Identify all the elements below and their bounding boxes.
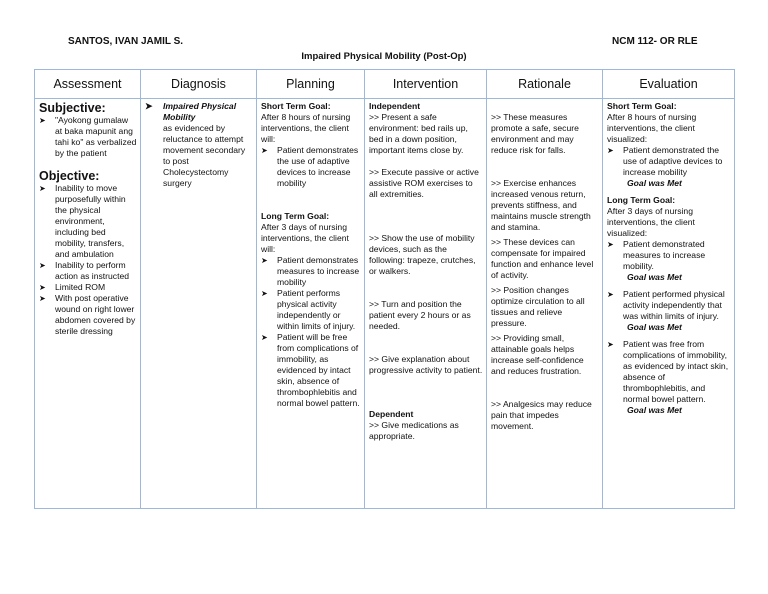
goal-text: Patient performs physical activity independently or within limits of injury. xyxy=(277,288,356,331)
evaluation-text: Patient was free from complications of immobility, as evidenced by intact skin, absence of thrombophlebitis, and normal bowel pattern. xyxy=(623,339,729,404)
list-item xyxy=(607,289,731,322)
column-header-diagnosis: Diagnosis xyxy=(141,70,257,99)
list-item xyxy=(261,288,361,332)
arrow-bullet-icon: ➤ xyxy=(39,261,46,270)
intervention-item: >> Present a safe environment: bed rails up, bed in a down position, important items close by. xyxy=(369,112,468,155)
subjective-list xyxy=(39,115,137,159)
long-term-goal-label: Long Term Goal: xyxy=(607,195,676,205)
goal-met-label: Goal was Met xyxy=(627,322,682,332)
rationale-item: >> Exercise enhances increased venous return, prevents stiffness, and maintains muscle strength and stamina. xyxy=(491,178,591,232)
arrow-bullet-icon: ➤ xyxy=(607,290,614,299)
document-title: Impaired Physical Mobility (Post-Op) xyxy=(301,51,467,62)
evaluation-text: Patient demonstrated the use of adaptive devices to increase mobility xyxy=(623,145,723,177)
independent-label: Independent xyxy=(369,101,421,111)
intervention-item: >> Give medications as appropriate. xyxy=(369,420,459,441)
rationale-item: >> Position changes optimize circulation to all tissues and relieve pressure. xyxy=(491,285,585,328)
short-term-goal-label: Short Term Goal: xyxy=(607,101,677,111)
long-term-list xyxy=(261,255,361,409)
rationale-item: >> Providing small, attainable goals helps increase self-confidence and reduces frustration. xyxy=(491,333,584,376)
long-term-intro: After 3 days of nursing interventions, the client will: xyxy=(261,222,349,254)
arrow-bullet-icon: ➤ xyxy=(261,289,268,298)
arrow-bullet-icon: ➤ xyxy=(145,101,153,111)
arrow-bullet-icon: ➤ xyxy=(607,340,614,349)
intervention-cell xyxy=(365,99,487,509)
objective-label: Objective: xyxy=(39,169,100,183)
column-header-rationale: Rationale xyxy=(487,70,603,99)
list-item xyxy=(607,239,731,272)
intervention-item: >> Show the use of mobility devices, such as the following: trapeze, crutches, or walkers. xyxy=(369,233,476,276)
list-item xyxy=(39,293,137,337)
column-header-assessment: Assessment xyxy=(35,70,141,99)
list-item xyxy=(39,183,137,260)
table-row xyxy=(35,99,735,509)
short-term-list xyxy=(261,145,361,189)
evaluation-long-list xyxy=(607,289,731,322)
rationale-item: >> These devices can compensate for impaired function and enhance level of activity. xyxy=(491,237,594,280)
evaluation-text: Patient performed physical activity independently that was within limits of injury. xyxy=(623,289,725,321)
list-item xyxy=(39,260,137,282)
goal-met-label: Goal was Met xyxy=(627,178,682,188)
goal-text: Patient demonstrates the use of adaptive devices to increase mobility xyxy=(277,145,359,188)
arrow-bullet-icon: ➤ xyxy=(261,146,268,155)
short-term-intro: After 8 hours of nursing interventions, the client visualized: xyxy=(607,112,697,144)
long-term-goal-label: Long Term Goal: xyxy=(261,211,330,221)
intervention-item: >> Turn and position the patient every 2 hours or as needed. xyxy=(369,299,471,331)
evaluation-text: Patient demonstrated measures to increase mobility. xyxy=(623,239,706,271)
list-item xyxy=(607,339,731,405)
diagnosis-title xyxy=(145,101,253,123)
planning-cell xyxy=(257,99,365,509)
list-item xyxy=(261,332,361,409)
evaluation-short-list xyxy=(607,145,731,178)
objective-list xyxy=(39,183,137,337)
objective-text: Inability to move purposefully within the physical environment, including bed mobility, transfers, and ambulation xyxy=(55,183,126,259)
diagnosis-cell xyxy=(141,99,257,509)
column-header-planning: Planning xyxy=(257,70,365,99)
intervention-item: >> Execute passive or active assistive ROM exercises to all extremities. xyxy=(369,167,479,199)
subjective-text: "Ayokong gumalaw at baka mapunit ang tahi ko" as verbalized by the patient xyxy=(55,115,137,158)
diagnosis-body: as evidenced by reluctance to attempt movement secondary to post Cholecystectomy surgery xyxy=(163,123,246,188)
rationale-item: >> These measures promote a safe, secure environment and may reduce risk for falls. xyxy=(491,112,579,155)
arrow-bullet-icon: ➤ xyxy=(39,184,46,193)
rationale-cell xyxy=(487,99,603,509)
arrow-bullet-icon: ➤ xyxy=(261,256,268,265)
short-term-goal-label: Short Term Goal: xyxy=(261,101,331,111)
arrow-bullet-icon: ➤ xyxy=(607,240,614,249)
student-name: SANTOS, IVAN JAMIL S. xyxy=(68,36,184,47)
goal-met-label: Goal was Met xyxy=(627,405,682,415)
column-header-evaluation: Evaluation xyxy=(603,70,735,99)
list-item xyxy=(261,255,361,288)
arrow-bullet-icon: ➤ xyxy=(39,116,46,125)
column-header-intervention: Intervention xyxy=(365,70,487,99)
arrow-bullet-icon: ➤ xyxy=(39,283,46,292)
list-item xyxy=(607,145,731,178)
arrow-bullet-icon: ➤ xyxy=(607,146,614,155)
evaluation-cell xyxy=(603,99,735,509)
objective-text: With post operative wound on right lower abdomen covered by sterile dressing xyxy=(55,293,136,336)
objective-text: Limited ROM xyxy=(55,282,106,292)
goal-text: Patient demonstrates measures to increase mobility xyxy=(277,255,360,287)
evaluation-long-list xyxy=(607,239,731,272)
short-term-intro: After 8 hours of nursing interventions, the client will: xyxy=(261,112,351,144)
list-item xyxy=(39,115,137,159)
diagnosis-title-text: Impaired Physical Mobility xyxy=(163,101,237,122)
intervention-item: >> Give explanation about progressive activity to patient. xyxy=(369,354,483,375)
table-header-row xyxy=(35,70,735,99)
list-item xyxy=(261,145,361,189)
care-plan-table xyxy=(34,69,735,509)
dependent-label: Dependent xyxy=(369,409,414,419)
list-item xyxy=(39,282,137,293)
rationale-item: >> Analgesics may reduce pain that impedes movement. xyxy=(491,399,592,431)
goal-text: Patient will be free from complications of immobility, as evidenced by intact skin, absence of thrombophlebitis and normal bowel pattern. xyxy=(277,332,360,408)
objective-text: Inability to perform action as instructed xyxy=(55,260,130,281)
course-code: NCM 112- OR RLE xyxy=(612,36,698,47)
subjective-label: Subjective: xyxy=(39,101,106,115)
arrow-bullet-icon: ➤ xyxy=(39,294,46,303)
goal-met-label: Goal was Met xyxy=(627,272,682,282)
long-term-intro: After 3 days of nursing interventions, the client visualized: xyxy=(607,206,695,238)
assessment-cell xyxy=(35,99,141,509)
arrow-bullet-icon: ➤ xyxy=(261,333,268,342)
evaluation-long-list xyxy=(607,339,731,405)
